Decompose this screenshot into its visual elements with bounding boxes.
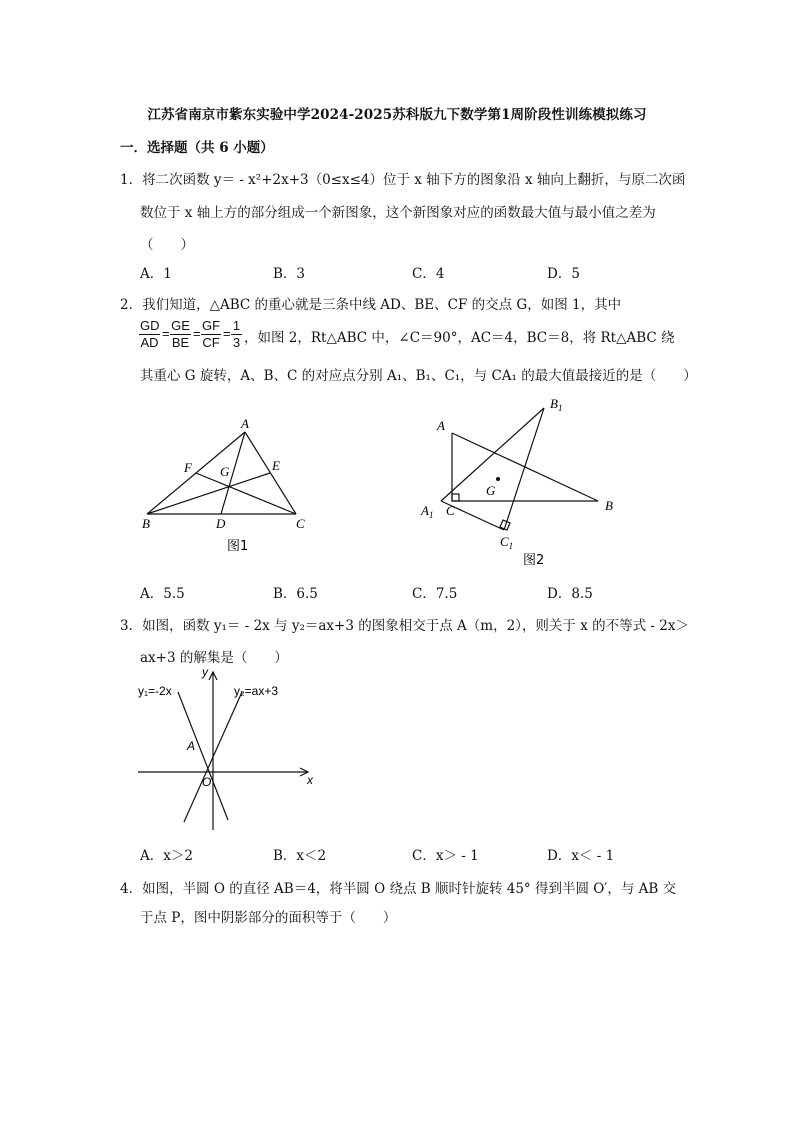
figure-3-linear-functions	[130, 662, 330, 837]
q3-option-b[interactable]: B．x＜2	[273, 848, 327, 864]
fraction-denominator: BE	[171, 335, 190, 350]
fraction-numerator: GE	[171, 318, 190, 333]
figure-1-triangle	[130, 408, 330, 568]
q2-line3: 其重心 G 旋转，A、B、C 的对应点分别 A₁、B₁、C₁，与 CA₁ 的最大值最接近的是（ ）	[140, 368, 697, 384]
q2-option-d[interactable]: D．8.5	[547, 586, 593, 602]
label-c: C	[446, 503, 455, 518]
figure-2-rotated-triangle	[415, 392, 625, 572]
q3-option-d[interactable]: D．x＜ - 1	[547, 848, 615, 864]
label-d: D	[216, 516, 226, 531]
fraction-denominator: AD	[140, 335, 159, 350]
label-b: B	[605, 498, 613, 513]
label-origin: O	[202, 775, 212, 789]
label-y1: y₁=-2x	[138, 684, 172, 698]
figure-2-caption: 图2	[523, 553, 545, 568]
label-x-axis: x	[307, 773, 313, 787]
q1-option-c[interactable]: C．4	[412, 266, 445, 282]
equals-sign: =	[223, 326, 231, 341]
label-c: C	[296, 516, 305, 531]
fraction-gf-cf	[201, 318, 221, 351]
median-cf	[196, 473, 296, 514]
equals-sign: =	[193, 326, 201, 341]
label-b1: $B_1$	[550, 396, 563, 413]
median-be	[147, 473, 270, 514]
fraction-denominator: CF	[202, 335, 220, 350]
section-heading: 一．选择题（共 6 小题）	[120, 140, 274, 156]
label-a1: $A_1$	[421, 503, 434, 520]
q1-option-d[interactable]: D．5	[547, 266, 580, 282]
line-y1	[178, 692, 228, 820]
fraction-denominator: 3	[232, 335, 241, 350]
q3-option-c[interactable]: C．x＞ - 1	[412, 848, 479, 864]
q1-line1: 1．将二次函数 y＝ - x²+2x+3（0≤x≤4）位于 x 轴下方的图象沿 x 轴向上翻折，与原二次函	[120, 172, 686, 188]
right-angle-mark-c	[452, 494, 459, 501]
q1-option-a[interactable]: A．1	[140, 266, 172, 282]
equals-sign: =	[162, 326, 170, 341]
fraction-one-third	[231, 318, 242, 351]
q1-option-b[interactable]: B．3	[273, 266, 306, 282]
q2-option-b[interactable]: B．6.5	[273, 586, 318, 602]
q2-option-c[interactable]: C．7.5	[412, 586, 458, 602]
q3-line1: 3．如图，函数 y₁＝ - 2x 与 y₂＝ax+3 的图象相交于点 A（m，2），则关于 x 的不等式 - 2x＞	[120, 618, 689, 634]
label-a: A	[241, 416, 249, 431]
page-title: 江苏省南京市紫东实验中学2024-2025苏科版九下数学第1周阶段性训练模拟练习	[147, 107, 647, 123]
label-f: F	[184, 460, 192, 475]
label-a: A	[437, 418, 445, 433]
label-b: B	[142, 516, 150, 531]
label-a: A	[187, 739, 196, 753]
q2-line2: ，如图 2，Rt△ABC 中，∠C＝90°，AC＝4，BC＝8，将 Rt△ABC 绕	[244, 330, 675, 346]
centroid-point	[496, 477, 500, 481]
fraction-numerator: GD	[140, 318, 160, 333]
fraction-gd-ad	[139, 318, 160, 351]
fraction-ge-be	[170, 318, 191, 351]
fraction-numerator: GF	[202, 318, 221, 333]
label-g: G	[220, 464, 230, 479]
q4-line2: 于点 P，图中阴影部分的面积等于（ ）	[140, 910, 397, 926]
label-g: G	[486, 483, 496, 498]
fraction-numerator: 1	[232, 318, 241, 333]
q4-line1: 4．如图，半圆 O 的直径 AB＝4，将半圆 O 绕点 B 顺时针旋转 45° 得到半圆 O′，与 AB 交	[120, 881, 677, 897]
q2-line1: 2．我们知道，△ABC 的重心就是三条中线 AD、BE、CF 的交点 G，如图 1，其中	[120, 297, 622, 313]
q1-line2: 数位于 x 轴上方的部分组成一个新图象，这个新图象对应的函数最大值与最小值之差为	[140, 205, 656, 221]
side-ac	[245, 432, 296, 514]
label-e: E	[272, 458, 280, 473]
q3-option-a[interactable]: A．x＞2	[140, 848, 193, 864]
figure-1-caption: 图1	[227, 539, 249, 554]
q2-option-a[interactable]: A．5.5	[140, 586, 185, 602]
label-y-axis: y	[202, 665, 208, 679]
label-c1: $C_1$	[500, 534, 514, 551]
q1-line3: （ ）	[140, 237, 194, 253]
label-y2: y₂=ax+3	[234, 684, 279, 698]
q3-line2: ax+3 的解集是（ ）	[140, 650, 288, 666]
